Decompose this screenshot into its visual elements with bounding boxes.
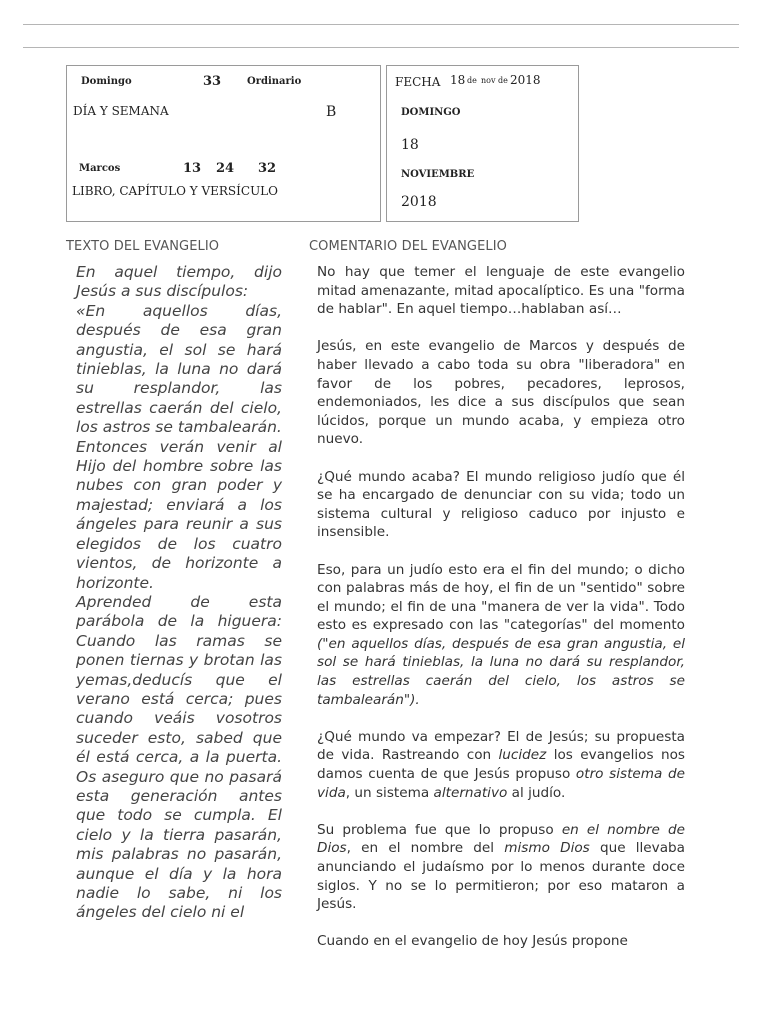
comment-text: al judío. <box>507 784 566 801</box>
comment-emphasis: mismo Dios <box>504 840 590 857</box>
gospel-paragraph: «En aquellos días, después de esa gran angustia, el sol se hará tinieblas, la luna no dará su resplandor, las estrellas caerán del cielo, los astros se tambalearán. <box>76 301 282 437</box>
fecha-label: FECHA <box>395 75 441 89</box>
chapter-number: 13 <box>183 161 202 176</box>
header-rule <box>23 47 739 48</box>
comment-paragraph: Jesús, en este evangelio de Marcos y después de haber llevado a cabo toda su obra "liberadora" en favor de los pobres, pecadores, leprosos, endemoniados, les dice a sus discípulos que sean lúcidos, porque un mundo acaba, y empieza otro nuevo. <box>317 338 685 448</box>
comment-text: ¿Qué mundo va empezar? El de Jesús; su propuesta de vida. Rastreando con <box>317 728 685 764</box>
comment-text: los evangelios nos damos cuenta de que Jesús propuso <box>317 747 685 783</box>
year: 2018 <box>401 194 437 210</box>
book-name: Marcos <box>79 163 121 174</box>
time-label: Ordinario <box>247 76 302 87</box>
comment-paragraph <box>317 728 685 802</box>
comment-text: que llevaba anunciando el judaísmo por lo menos durante doce siglos. Y no se lo permitieron; por eso mataron a Jesús. <box>317 840 685 913</box>
gospel-text <box>76 263 282 923</box>
day-of-month: 18 <box>401 137 419 153</box>
comment-emphasis: lucidez <box>498 747 547 764</box>
comment-text: , en el nombre del <box>346 840 505 857</box>
verse-start: 24 <box>216 161 235 176</box>
fecha-de: de <box>467 76 477 85</box>
fecha-de-2: de <box>498 76 508 85</box>
comment-emphasis: en el nombre de Dios <box>317 821 685 857</box>
comment-title: COMENTARIO DEL EVANGELIO <box>309 239 508 254</box>
comment-text: Eso, para un judío esto era el fin del mundo; o dicho con palabras más de hoy, el fin de un "sentido" sobre el mundo; el fin de una "manera de ver la vida". Todo esto es expresado con las "categorías" del momento <box>317 561 685 634</box>
gospel-title: TEXTO DEL EVANGELIO <box>66 239 220 254</box>
comment-text: , un sistema <box>345 784 434 801</box>
comment-emphasis: otro sistema de vida <box>317 766 685 801</box>
day-number: 33 <box>203 74 222 89</box>
comment-paragraph: Cuando en el evangelio de hoy Jesús propone <box>317 933 628 950</box>
top-rule <box>23 24 739 25</box>
liturgy-info-box <box>66 65 381 222</box>
comment-quote: ("en aquellos días, después de esa gran angustia, el sol se hará tinieblas, la luna no dará su resplandor, las estrellas caerán del cielo, los astros se tambalearán"). <box>317 635 685 708</box>
gospel-paragraph: Aprended de esta parábola de la higuera: Cuando las ramas se ponen tiernas y brotan las yemas,deducís que el verano está cerca; pues cuando veáis vosotros suceder esto, sabed que él está cerca, a la puerta. Os aseguro que no pasará esta generación antes que todo se cumpla. El cielo y la tierra pasarán, mis palabras no pasarán, aunque el día y la hora nadie lo sabe, ni los ángeles del cielo ni el <box>76 592 282 922</box>
fecha-day: 18 <box>450 73 466 87</box>
commentary-text <box>317 263 685 970</box>
comment-paragraph: No hay que temer el lenguaje de este evangelio mitad amenazante, mitad apocalíptico. Es una "forma de hablar". En aquel tiempo…hablaban así… <box>317 264 685 318</box>
cycle-caption: DÍA Y SEMANA <box>73 104 169 118</box>
verse-end: 32 <box>258 161 277 176</box>
comment-paragraph: ¿Qué mundo acaba? El mundo religioso judío que él se ha encargado de denunciar con su vida; todo un sistema cultural y religioso caduco por injusto e insensible. <box>317 468 685 541</box>
date-box <box>386 65 579 222</box>
fecha-year: 2018 <box>510 73 541 87</box>
cycle-value: B <box>326 104 337 120</box>
comment-paragraph <box>317 561 685 710</box>
book-caption: LIBRO, CAPÍTULO Y VERSÍCULO <box>72 184 278 198</box>
gospel-paragraph: En aquel tiempo, dijo Jesús a sus discípulos: <box>76 263 282 301</box>
weekday: DOMINGO <box>401 107 461 118</box>
gospel-paragraph: Entonces verán venir al Hijo del hombre sobre las nubes con gran poder y majestad; enviará a los ángeles para reunir a sus elegidos de los cuatro vientos, de horizonte a horizonte. <box>76 437 282 592</box>
comment-paragraph <box>317 821 685 914</box>
day-label: Domingo <box>81 76 132 87</box>
month-name: NOVIEMBRE <box>401 169 475 180</box>
comment-emphasis: alternativo <box>433 784 508 801</box>
fecha-month: nov <box>481 76 496 85</box>
comment-text: Su problema fue que lo propuso <box>317 821 562 838</box>
